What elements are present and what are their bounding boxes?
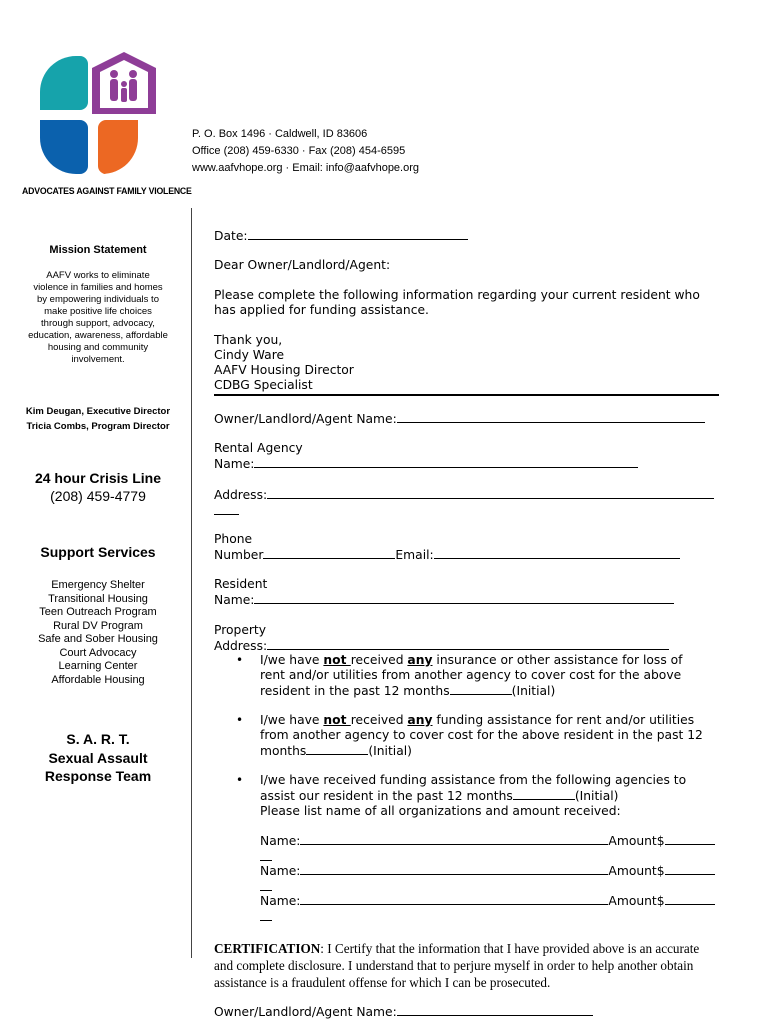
property-line [214, 623, 719, 654]
amount-field-cont[interactable] [260, 879, 272, 891]
org-name-field[interactable] [300, 893, 608, 905]
mission-text: AAFV works to eliminate violence in families and homes by empowering individuals to make positive life choices through support, advocacy, education, awareness, affordable housing and community involvement. [28, 270, 168, 365]
support-services-title: Support Services [40, 544, 156, 560]
b3-line-2: assist our resident in the past 12 months [260, 789, 513, 803]
signer-title-1: AAFV Housing Director [214, 363, 354, 377]
org-name-label: Name: [260, 834, 301, 848]
b2-line-2: from another agency to cover cost for the above resident in the past 12 [260, 728, 703, 742]
service-item: Affordable Housing [51, 673, 145, 686]
phone-email-line [214, 532, 719, 563]
org-name: ADVOCATES AGAINST FAMILY VIOLENCE [22, 186, 192, 196]
amount-label: Amount$ [608, 864, 665, 878]
crisis-line-phone: (208) 459-4779 [50, 488, 146, 504]
phone-line: Office (208) 459-6330 · Fax (208) 454-6595 [192, 145, 406, 157]
sart-line-3: Response Team [44, 768, 152, 784]
sart-line-2: Sexual Assault [48, 749, 148, 766]
signer-name: Cindy Ware [214, 348, 285, 362]
mission-title: Mission Statement [49, 244, 147, 256]
contact-block [192, 126, 419, 177]
b3-initial-label: (Initial) [574, 789, 619, 803]
b2-initial-label: (Initial) [368, 744, 412, 758]
service-item: Teen Outreach Program [39, 606, 157, 618]
org-name-field[interactable] [300, 833, 608, 845]
director-1: Kim Deugan, Executive Director [25, 406, 171, 417]
service-item: Court Advocacy [59, 646, 137, 659]
org-row [260, 863, 720, 895]
b2-any: any [407, 713, 433, 727]
address-field-cont[interactable] [214, 503, 239, 515]
b1-line-3: resident in the past 12 months [260, 684, 450, 698]
bullet-3-icon: • [236, 773, 244, 787]
director-2: Tricia Combs, Program Director [26, 421, 170, 432]
address-label: Address: [214, 488, 268, 502]
thanks: Thank you, [214, 333, 283, 347]
owner-name-line [214, 411, 719, 427]
email-field[interactable] [434, 547, 680, 559]
certification-heading: CERTIFICATION [214, 941, 321, 956]
web-line: www.aafvhope.org · Email: info@aafvhope.org [192, 162, 420, 174]
b2-pre: I/we have [260, 713, 324, 727]
property-field[interactable] [267, 638, 669, 650]
sart-acronym: S. A. R. T. [66, 731, 130, 747]
address-line: P. O. Box 1496 · Caldwell, ID 83606 [192, 128, 368, 140]
certification [214, 940, 714, 991]
property-label: Property [214, 623, 267, 637]
amount-field[interactable] [665, 893, 715, 905]
logo-blue-petal [40, 120, 88, 174]
org-row [260, 893, 720, 925]
phone-label-2: Number [214, 548, 264, 562]
resident-line [214, 577, 719, 608]
b1-initial-label: (Initial) [511, 684, 556, 698]
owner-name-label: Owner/Landlord/Agent Name: [214, 412, 397, 426]
service-item: Transitional Housing [48, 592, 148, 605]
amount-field[interactable] [665, 833, 715, 845]
body-line-2: has applied for funding assistance. [214, 303, 429, 317]
amount-field[interactable] [665, 863, 715, 875]
b2-initial-field[interactable] [306, 743, 368, 755]
b1-pre: I/we have [260, 653, 324, 667]
service-item: Rural DV Program [53, 619, 143, 632]
b3-line-1: I/we have received funding assistance from the following agencies to [260, 773, 687, 787]
phone-label: Phone [214, 532, 253, 546]
aafv-logo [36, 52, 162, 178]
signer-title-2: CDBG Specialist [214, 378, 313, 392]
sidebar-divider [191, 208, 192, 958]
owner-name-field[interactable] [397, 411, 705, 423]
section-rule [214, 394, 719, 396]
service-item: Learning Center [58, 660, 138, 672]
b1-initial-field[interactable] [450, 683, 512, 695]
amount-label: Amount$ [608, 834, 665, 848]
logo-teal-petal [40, 56, 88, 110]
b1-rest: insurance or other assistance for loss of [432, 653, 683, 667]
rental-agency-label: Rental Agency [214, 441, 303, 455]
bullet-2 [260, 713, 720, 759]
service-item: Emergency Shelter [51, 579, 145, 591]
b3-initial-field[interactable] [513, 788, 575, 800]
logo-orange-petal [98, 120, 138, 174]
b1-not: not [323, 653, 351, 667]
rental-agency-field[interactable] [254, 456, 638, 468]
cert-sign-label: Owner/Landlord/Agent Name: [214, 1005, 397, 1019]
bullet-1 [260, 653, 720, 699]
b2-rest: funding assistance for rent and/or utilities [432, 713, 695, 727]
greeting: Dear Owner/Landlord/Agent: [214, 258, 391, 272]
amount-field-cont[interactable] [260, 849, 272, 861]
date-label: Date: [214, 229, 248, 243]
cert-sign-line [214, 1004, 719, 1020]
letter-body [214, 288, 719, 318]
sart-block [16, 730, 180, 786]
amount-label: Amount$ [608, 894, 665, 908]
resident-label: Resident [214, 577, 268, 591]
resident-field[interactable] [254, 592, 674, 604]
crisis-line-title: 24 hour Crisis Line [34, 470, 162, 486]
email-label: Email: [395, 548, 434, 562]
body-line-1: Please complete the following information regarding your current resident who [214, 288, 700, 302]
b1-any: any [407, 653, 433, 667]
b2-not: not [323, 713, 351, 727]
rental-agency-line [214, 441, 719, 472]
date-line [214, 228, 719, 244]
bullet-3 [260, 773, 720, 819]
org-name-label: Name: [260, 864, 301, 878]
phone-field[interactable] [263, 547, 395, 559]
date-field[interactable] [248, 228, 468, 240]
service-item: Safe and Sober Housing [38, 633, 158, 645]
address-field[interactable] [267, 487, 714, 499]
certification-text: : I Certify that the information that I have provided above is an accurate and complete disclosure. I understand that to perjure myself in order to help another obtain assistance is a fraudulent offense for which I can be prosecuted. [214, 941, 700, 990]
signature-block [214, 333, 719, 393]
resident-label-2: Name: [214, 593, 255, 607]
b2-mid: received [350, 713, 408, 727]
b1-mid: received [350, 653, 408, 667]
org-name-field[interactable] [300, 863, 608, 875]
b1-line-2: rent and/or utilities from another agency to cover cost for the above [260, 668, 682, 682]
b3-line-3: Please list name of all organizations and amount received: [260, 804, 621, 818]
cert-sign-field[interactable] [397, 1004, 593, 1016]
org-name-label: Name: [260, 894, 301, 908]
bullet-2-icon: • [236, 713, 244, 727]
b2-line-3: months [260, 744, 307, 758]
amount-field-cont[interactable] [260, 909, 272, 921]
address-line-form [214, 487, 719, 519]
bullet-1-icon: • [236, 653, 244, 667]
property-label-2: Address: [214, 639, 268, 653]
directors [16, 404, 180, 434]
rental-agency-label-2: Name: [214, 457, 255, 471]
services-list [16, 579, 180, 687]
org-row [260, 833, 720, 865]
